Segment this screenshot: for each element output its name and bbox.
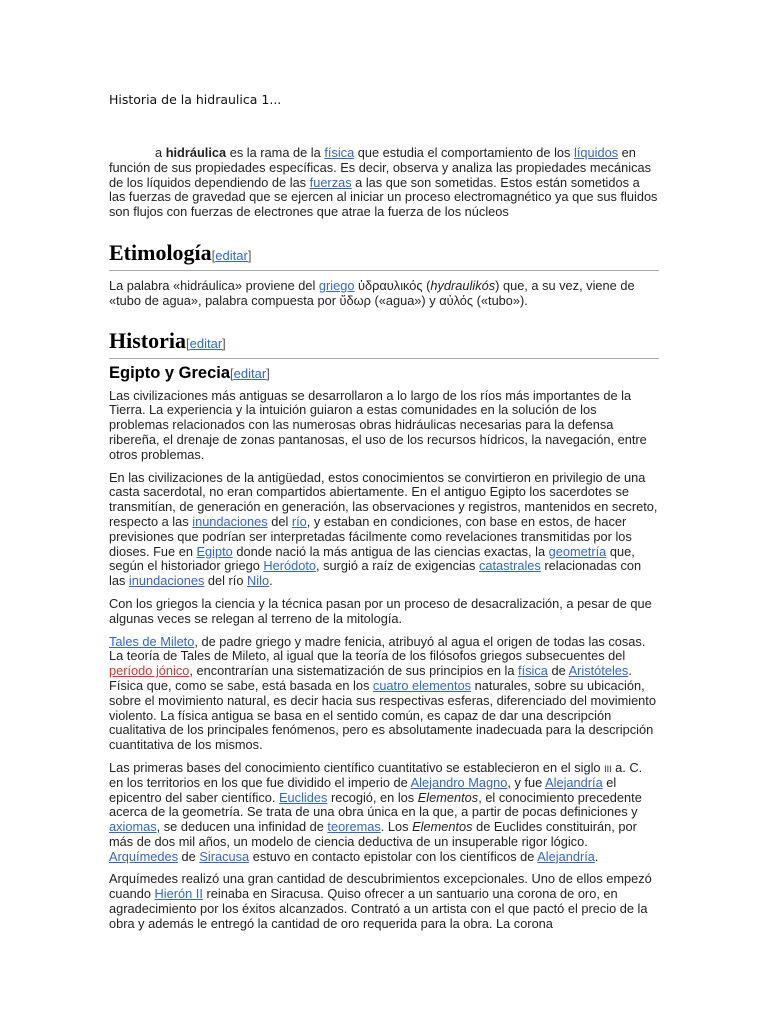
text: del — [267, 513, 292, 529]
roman-numeral: iii — [604, 759, 612, 775]
link-catastrales[interactable]: catastrales — [478, 558, 541, 574]
text: . — [594, 848, 599, 864]
heading-historia — [109, 328, 659, 359]
link-arquimedes[interactable]: Arquímedes — [109, 848, 178, 864]
text: el epicentro del saber científico. — [109, 774, 617, 805]
link-egipto[interactable]: Egipto — [196, 543, 233, 559]
intro-paragraph — [109, 146, 659, 220]
paragraph-2 — [109, 471, 659, 589]
text: La palabra «hidráulica» proviene del — [109, 277, 319, 293]
link-inundaciones[interactable]: inundaciones — [192, 513, 268, 529]
bracket: [ — [230, 365, 234, 381]
link-fisica[interactable]: física — [324, 145, 355, 160]
text: ) que, a su vez, viene de «tubo de agua», palabra compuesta por ὕδωρ («agua») y αὐλός («tubo»). — [109, 277, 635, 308]
link-alejandria-2[interactable]: Alejandría — [537, 848, 595, 864]
link-geometria[interactable]: geometría — [548, 543, 607, 559]
document-title: Historia de la hidraulica 1... — [109, 92, 282, 107]
etimologia-paragraph — [109, 279, 659, 309]
bracket: ] — [247, 247, 252, 263]
text: reinaba en Siracusa. Quiso ofrecer a un santuario una corona de oro, en agradecimiento por los éxitos alcanzados. Contrató a un artista con el que pactó el precio de la obra y además le entregó la cantidad de oro requerida para la obra. La corona — [109, 886, 648, 931]
text: es la rama de la — [226, 145, 325, 160]
link-inundaciones-2[interactable]: inundaciones — [128, 573, 205, 589]
text: ὑδραυλικός ( — [354, 277, 431, 293]
article-content — [109, 146, 659, 932]
link-siracusa[interactable]: Siracusa — [199, 848, 250, 864]
link-alejandria[interactable]: Alejandría — [545, 774, 603, 790]
edit-link-historia[interactable]: editar — [189, 335, 223, 351]
link-rio[interactable]: río — [291, 513, 307, 529]
text: . Los — [380, 819, 413, 835]
text: En las civilizaciones de la antigüedad, estos conocimientos se convirtieron en privilegio de una casta sacerdotal, no eran compartidos abiertamente. En el antiguo Egipto los sacerdotes se transmitían, de generación en generación, las observaciones y registros, mantenidos en secreto, respecto a las — [109, 469, 658, 529]
text: a. C. en los territorios en los que fue dividido el imperio de — [109, 759, 643, 790]
heading-text: Egipto y Grecia — [109, 363, 231, 382]
text: , y estaban en condiciones, con base en estos, de hacer previsiones que podrían ser interpretadas fácilmente como revelaciones transmitidas por los dioses. Fue en — [109, 513, 632, 559]
text: de — [178, 848, 200, 864]
heading-text: Etimología — [109, 239, 212, 265]
italic-text: Elementos — [412, 819, 473, 835]
text: a las que son sometidas. Estos están sometidos a las fuerzas de gravedad que se ejercen al iniciar un proceso electromagnético ya que sus fluidos son flujos con fuerzas de electrones que atrae la fuerza de los núcleos — [109, 174, 658, 220]
text: , de padre griego y madre fenicia, atribuyó al agua el origen de todas las cosas. La teoría de Tales de Mileto, al igual que la teoría de los filósofos griegos subsecuentes del — [109, 633, 646, 664]
text: . Física que, como se sabe, está basada en los — [109, 663, 632, 693]
heading-etimologia — [109, 240, 659, 271]
text: del río — [204, 573, 248, 589]
link-fuerzas[interactable]: fuerzas — [309, 174, 352, 190]
text: , se deducen una infinidad de — [156, 819, 328, 835]
text: , el conocimiento precedente acerca de la geometría. Se trata de una obra única en la que, a partir de pocas definiciones y — [109, 789, 642, 820]
link-liquidos[interactable]: líquidos — [574, 145, 619, 160]
bracket: [ — [186, 335, 190, 351]
link-cuatro-elementos[interactable]: cuatro elementos — [372, 677, 472, 693]
text: estuvo en contacto epistolar con los científicos de — [249, 848, 538, 864]
text: que, según el historiador griego — [109, 543, 635, 574]
paragraph-1: Las civilizaciones más antiguas se desarrollaron a lo largo de los ríos más importantes de la Tierra. La experiencia y la intuición guiaron a estas comunidades en la solución de los problemas relacionados con las numerosas obras hidráulicas necesarias para la defensa ribereña, el drenaje de zonas pantanosas, el uso de los recursos hídricos, la navegación, entre otros problemas. — [109, 387, 647, 462]
edit-link-egipto[interactable]: editar — [233, 365, 267, 381]
text: recogió, en los — [327, 789, 418, 805]
link-axiomas[interactable]: axiomas — [109, 819, 157, 835]
edit-section — [212, 248, 252, 263]
heading-text: Historia — [109, 327, 186, 353]
paragraph-5 — [109, 761, 659, 865]
text: , y fue — [507, 774, 546, 790]
text: Las primeras bases del conocimiento científico cuantitativo se establecieron en el siglo — [109, 759, 605, 775]
bracket: ] — [222, 335, 226, 351]
bracket: ] — [266, 365, 270, 381]
link-periodo-jonico[interactable]: período jónico — [109, 663, 190, 679]
link-herodoto[interactable]: Heródoto — [263, 558, 317, 574]
link-alejandro-magno[interactable]: Alejandro Magno — [410, 774, 508, 790]
text: de Euclides constituirán, por más de dos mil años, un modelo de ciencia deductiva de un insuperable rigor lógico. — [109, 819, 637, 849]
text: en función de sus propiedades específicas. Es decir, observa y analiza las propiedades mecánicas de los líquidos dependiendo de las — [109, 145, 652, 190]
intro-bold-term: hidráulica — [165, 145, 227, 160]
text: de — [547, 663, 569, 679]
link-hieron[interactable]: Hierón II — [154, 886, 203, 902]
text: , surgió a raíz de exigencias — [316, 558, 479, 574]
edit-link-etimologia[interactable]: editar — [215, 247, 248, 263]
link-aristoteles[interactable]: Aristóteles — [568, 663, 629, 679]
link-nilo[interactable]: Nilo — [247, 573, 270, 589]
link-teoremas[interactable]: teoremas — [327, 819, 381, 835]
edit-section — [230, 366, 270, 381]
text: naturales, sobre su ubicación, sobre el movimiento natural, es decir hacia sus respectivas esferas, diferenciado del movimiento violento. La física antigua se basa en el sentido común, es capaz de dar una descripción cualitativa de los principales fenómenos, pero es absolutamente inadecuada para la descripción cuantitativa de los mismos. — [109, 677, 656, 753]
italic-text: Elementos — [417, 789, 479, 805]
paragraph-6 — [109, 872, 659, 931]
link-fisica-2[interactable]: física — [518, 663, 548, 679]
heading-egipto-grecia — [109, 363, 659, 384]
paragraph-4 — [109, 635, 659, 753]
edit-section — [186, 336, 226, 351]
link-griego[interactable]: griego — [318, 277, 355, 293]
paragraph-3: Con los griegos la ciencia y la técnica pasan por un proceso de desacralización, a pesar de que algunas veces se relegan al terreno de la mitología. — [109, 595, 652, 626]
text: relacionadas con las — [109, 558, 642, 589]
text: . — [269, 573, 273, 589]
text: donde nació la más antigua de las ciencias exactas, la — [232, 543, 549, 559]
italic-text: hydraulikós — [430, 277, 496, 293]
text: Arquímedes realizó una gran cantidad de descubrimientos excepcionales. Uno de ellos empezó cuando — [109, 871, 652, 902]
text: , encontrarían una sistematización de sus principios en la — [189, 663, 519, 679]
text: que estudia el comportamiento de los — [354, 145, 574, 160]
bracket: [ — [211, 247, 216, 263]
link-euclides[interactable]: Euclides — [279, 789, 328, 805]
intro-lead: a — [155, 145, 166, 160]
link-tales[interactable]: Tales de Mileto — [109, 633, 195, 649]
